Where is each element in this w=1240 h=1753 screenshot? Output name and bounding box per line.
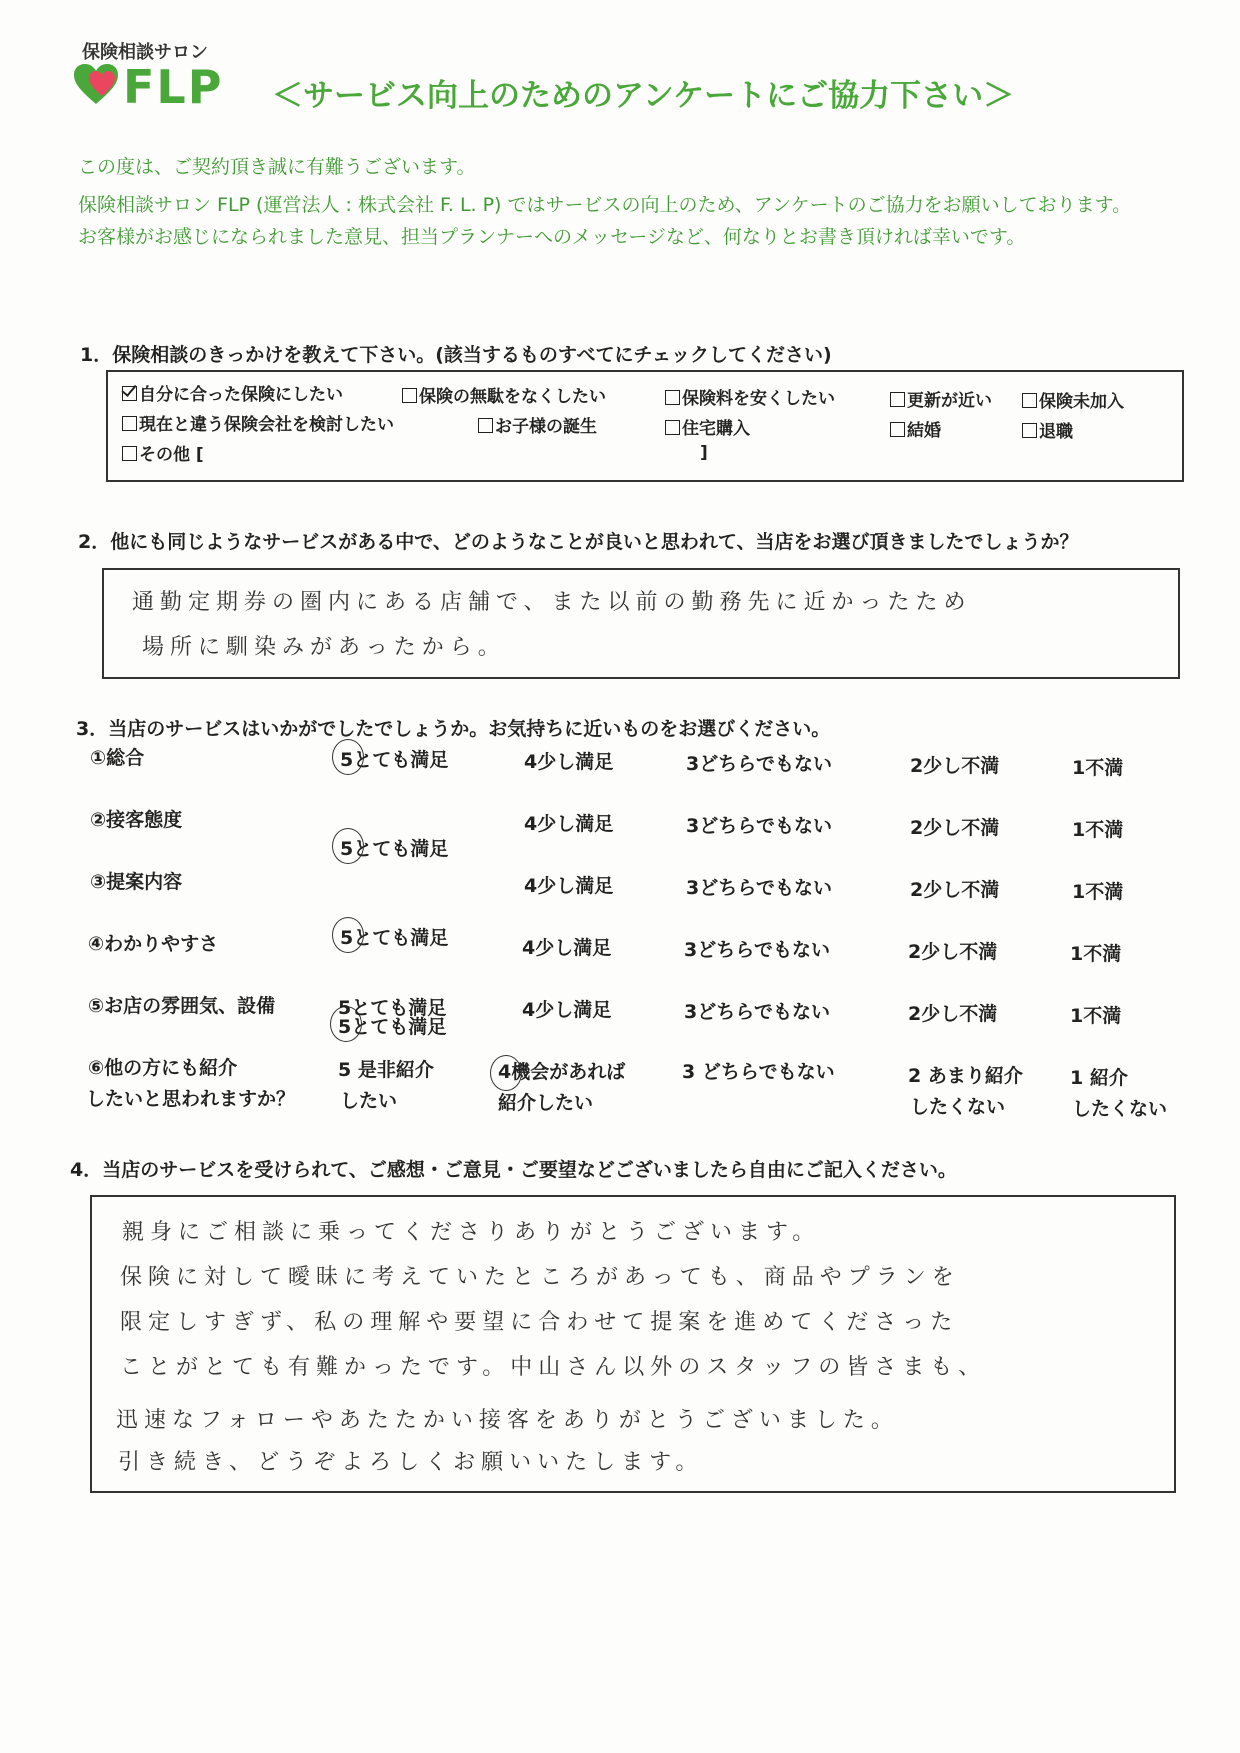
brand-subtitle: 保険相談サロン [82,42,208,63]
q3-choice-5-selected[interactable]: 5とても満足 [338,1012,1240,1039]
intro-line-1: この度は、ご契約頂き誠に有難うございます。 [78,156,476,178]
q3-choice-2[interactable]: 2少し不満 [908,941,998,963]
q3-choice-5[interactable]: 5 是非紹介 [338,1059,434,1081]
heart-logo-icon [72,62,120,106]
q1-option[interactable]: 退職 [1022,417,1073,442]
q3-choice-5[interactable]: 5とても満足 [338,997,447,1019]
q3-item: ③提案内容 [90,871,183,893]
question-4-label: 4．当店のサービスを受けられて、ご感想・ご意見・ご要望などございましたら自由にご記入ください。 [70,1159,957,1181]
q3-item: ①総合 [90,747,145,769]
q3-choice-2[interactable]: 2 あまり紹介 [908,1065,1023,1087]
question-3-label: 3．当店のサービスはいかがでしたでしょうか。お気持ちに近いものをお選びください。 [76,718,831,740]
q3-choice-5-line-2: したい [340,1090,398,1112]
q3-choice-2-line-2: したくない [910,1096,1006,1118]
q3-item: ⑤お店の雰囲気、設備 [88,995,276,1017]
q3-choice-4[interactable]: 4少し満足 [522,937,612,959]
checkbox-checked-icon[interactable] [122,386,137,401]
q3-choice-3[interactable]: 3どちらでもない [684,939,831,961]
q3-choice-2[interactable]: 2少し不満 [908,1003,998,1025]
q1-option[interactable]: 現在と違う保険会社を検討したい [122,410,394,435]
checkbox-icon[interactable] [665,420,680,435]
intro-line-3: お客様がお感じになられました意見、担当プランナーへのメッセージなど、何なりとお書き頂ければ幸いです。 [78,226,1026,248]
q3-choice-2[interactable]: 2少し不満 [910,755,1000,777]
q4-answer-line-5: 迅速なフォローやあたたかい接客をありがとうございました。 [116,1408,899,1433]
checkbox-icon[interactable] [122,446,137,461]
q3-choice-1[interactable]: 1 紹介 [1070,1067,1128,1089]
checkbox-icon[interactable] [402,388,417,403]
q3-item: ②接客態度 [90,809,183,831]
q3-choice-2[interactable]: 2少し不満 [910,879,1000,901]
q1-option[interactable]: 結婚 [890,416,941,441]
q3-choice-1[interactable]: 1不満 [1070,943,1122,965]
q3-choice-1[interactable]: 1不満 [1072,819,1124,841]
checkbox-icon[interactable] [478,418,493,433]
q3-choice-4-line-2: 紹介したい [498,1092,594,1114]
q1-option[interactable]: 自分に合った保険にしたい [122,380,343,405]
q3-choice-1[interactable]: 1不満 [1070,1005,1122,1027]
q3-choice-4[interactable]: 4少し満足 [522,999,612,1021]
checkbox-icon[interactable] [665,390,680,405]
q3-item: ④わかりやすさ [88,933,219,955]
q3-choice-4-selected[interactable]: 4機会があれば [498,1061,626,1083]
brand-logo: FLP [123,60,224,114]
checkbox-icon[interactable] [1022,423,1037,438]
q3-choice-4[interactable]: 4少し満足 [524,875,614,897]
checkbox-icon[interactable] [1022,393,1037,408]
q3-choice-3[interactable]: 3どちらでもない [686,877,833,899]
q3-choice-3[interactable]: 3どちらでもない [686,815,833,837]
q1-option[interactable]: 更新が近い [890,386,992,411]
checkbox-icon[interactable] [890,392,905,407]
q1-option[interactable]: 住宅購入 [665,414,750,439]
q3-choice-1[interactable]: 1不満 [1072,881,1124,903]
q1-option[interactable]: 保険料を安くしたい [665,384,835,409]
checkbox-icon[interactable] [122,416,137,431]
page-title: ＜サービス向上のためのアンケートにご協力下さい＞ [272,78,1015,114]
q3-item-line-2: したいと思われますか？ [86,1088,296,1110]
q3-choice-3[interactable]: 3 どちらでもない [682,1061,835,1083]
intro-line-2: 保険相談サロン FLP (運営法人 : 株式会社 F. L. P) ではサービスの向上のため、アンケートのご協力をお願いしております。 [78,194,1132,216]
q4-answer-line-1: 親身にご相談に乗ってくださりありがとうございます。 [122,1220,821,1245]
q2-answer-line-1: 通勤定期券の圏内にある店舗で、また以前の勤務先に近かったため [132,590,972,615]
q3-choice-3[interactable]: 3どちらでもない [686,753,833,775]
q3-choice-4[interactable]: 4少し満足 [524,813,614,835]
q3-choice-1[interactable]: 1不満 [1072,757,1124,779]
q3-choice-5-selected[interactable]: 5とても満足 [340,834,1240,861]
selected-circle: 4 [498,1061,512,1083]
q3-choice-5-selected[interactable]: 5とても満足 [340,923,1240,950]
q3-item: ⑥他の方にも紹介 [88,1057,238,1079]
q1-option[interactable]: 保険未加入 [1022,387,1124,412]
q3-choice-1-line-2: したくない [1072,1098,1168,1120]
q4-answer-line-6: 引き続き、どうぞよろしくお願いいたします。 [118,1450,704,1475]
q3-choice-3[interactable]: 3どちらでもない [684,1001,831,1023]
q4-answer-line-2: 保険に対して曖昧に考えていたところがあっても、商品やプランを [120,1265,960,1290]
question-1-label: 1．保険相談のきっかけを教えて下さい。(該当するものすべてにチェックしてください) [80,344,832,366]
question-2-label: 2．他にも同じようなサービスがある中で、どのようなことが良いと思われて、当店をお選び頂きましたでしょうか？ [78,531,1079,553]
q1-other-bracket: ] [700,443,708,463]
q2-answer-line-2: 場所に馴染みがあったから。 [142,635,506,660]
q3-choice-2[interactable]: 2少し不満 [910,817,1000,839]
q3-choice-4[interactable]: 4少し満足 [524,751,614,773]
checkbox-icon[interactable] [890,422,905,437]
q1-option[interactable]: 保険の無駄をなくしたい [402,382,606,407]
q1-option[interactable]: お子様の誕生 [478,412,597,437]
q3-choice-5-selected[interactable]: 5とても満足 [340,745,1240,772]
q4-answer-line-4: ことがとても有難かったです。中山さん以外のスタッフの皆さまも、 [120,1355,987,1380]
q1-option-other[interactable]: その他 [ [122,440,204,465]
q4-answer-line-3: 限定しすぎず、私の理解や要望に合わせて提案を進めてくださった [120,1310,959,1335]
